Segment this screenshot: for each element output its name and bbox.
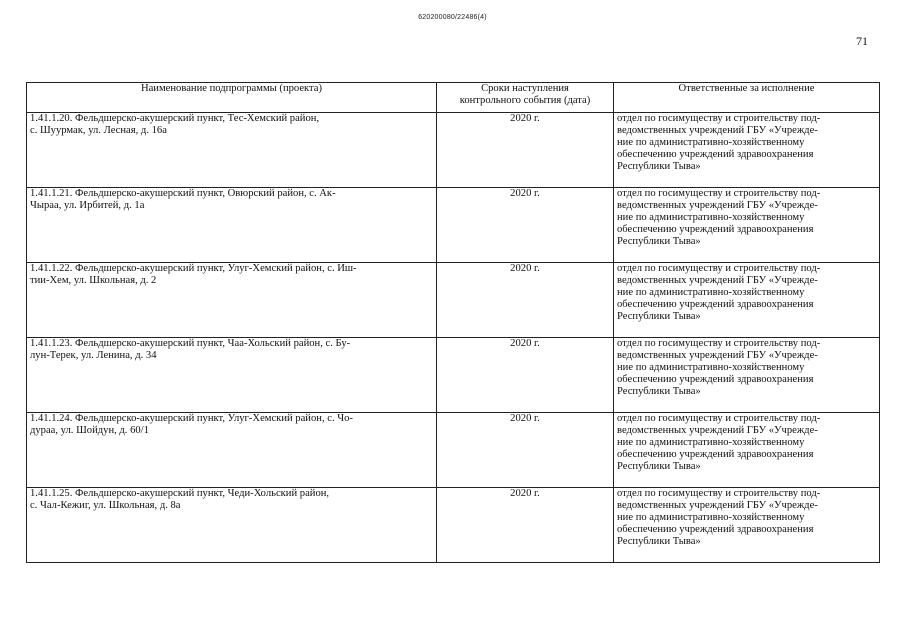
project-name-line: 1.41.1.23. Фельдшерско-акушерский пункт, Чаа-Хольский район, с. Бу- — [30, 338, 351, 349]
responsible-line: ние по административно-хозяйственному — [617, 512, 805, 523]
schedule-table — [26, 82, 880, 563]
table-row — [27, 113, 880, 188]
deadline-cell: 2020 г. — [437, 413, 614, 488]
project-name-line: 1.41.1.25. Фельдшерско-акушерский пункт, Чеди-Хольский район, — [30, 488, 330, 499]
responsible-line: ние по административно-хозяйственному — [617, 362, 805, 373]
responsible-line: ние по административно-хозяйственному — [617, 437, 805, 448]
responsible-line: отдел по госимуществу и строительству под- — [617, 188, 821, 199]
project-name-cell — [27, 338, 437, 413]
project-name-line: Чыраа, ул. Ирбитей, д. 1а — [30, 200, 145, 211]
page-number: 71 — [856, 34, 868, 48]
project-name-line: тии-Хем, ул. Школьная, д. 2 — [30, 275, 157, 286]
responsible-line: ведомственных учреждений ГБУ «Учрежде- — [617, 275, 818, 286]
responsible-line: ведомственных учреждений ГБУ «Учрежде- — [617, 500, 818, 511]
responsible-line: отдел по госимуществу и строительству под- — [617, 338, 821, 349]
responsible-line: обеспечению учреждений здравоохранения — [617, 149, 814, 160]
responsible-cell — [614, 488, 880, 563]
header-deadline — [437, 83, 614, 113]
deadline-cell: 2020 г. — [437, 113, 614, 188]
responsible-line: ведомственных учреждений ГБУ «Учрежде- — [617, 425, 818, 436]
responsible-line: обеспечению учреждений здравоохранения — [617, 524, 814, 535]
header-name — [27, 83, 437, 113]
responsible-line: ведомственных учреждений ГБУ «Учрежде- — [617, 125, 818, 136]
responsible-line: отдел по госимуществу и строительству под- — [617, 263, 821, 274]
project-name-line: 1.41.1.24. Фельдшерско-акушерский пункт, Улуг-Хемский район, с. Чо- — [30, 413, 353, 424]
project-name-line: с. Шуурмак, ул. Лесная, д. 16а — [30, 125, 167, 136]
deadline-cell: 2020 г. — [437, 488, 614, 563]
project-name-line: 1.41.1.21. Фельдшерско-акушерский пункт, Овюрский район, с. Ак- — [30, 188, 336, 199]
header-responsible-text: Ответственные за исполнение — [678, 83, 815, 94]
responsible-line: ведомственных учреждений ГБУ «Учрежде- — [617, 200, 818, 211]
table-row — [27, 338, 880, 413]
deadline-cell: 2020 г. — [437, 188, 614, 263]
table-row — [27, 413, 880, 488]
responsible-line: Республики Тыва» — [617, 311, 701, 322]
responsible-line: Республики Тыва» — [617, 461, 701, 472]
deadline-cell: 2020 г. — [437, 338, 614, 413]
project-name-line: дураа, ул. Шойдун, д. 60/1 — [30, 425, 149, 436]
responsible-cell — [614, 413, 880, 488]
responsible-line: ние по административно-хозяйственному — [617, 287, 805, 298]
header-responsible — [614, 83, 880, 113]
responsible-cell — [614, 338, 880, 413]
project-name-cell — [27, 413, 437, 488]
table-row — [27, 188, 880, 263]
header-deadline-line1: Сроки наступления — [481, 83, 569, 94]
table-body — [27, 113, 880, 563]
responsible-line: Республики Тыва» — [617, 536, 701, 547]
deadline-cell: 2020 г. — [437, 263, 614, 338]
project-name-line: 1.41.1.22. Фельдшерско-акушерский пункт, Улуг-Хемский район, с. Иш- — [30, 263, 357, 274]
responsible-cell — [614, 263, 880, 338]
project-name-cell — [27, 488, 437, 563]
table-header — [27, 83, 880, 113]
responsible-line: обеспечению учреждений здравоохранения — [617, 374, 814, 385]
project-name-line: с. Чал-Кежиг, ул. Школьная, д. 8а — [30, 500, 181, 511]
header-name-text: Наименование подпрограммы (проекта) — [140, 83, 323, 94]
project-name-line: 1.41.1.20. Фельдшерско-акушерский пункт, Тес-Хемский район, — [30, 113, 320, 124]
responsible-line: Республики Тыва» — [617, 161, 701, 172]
responsible-line: ние по административно-хозяйственному — [617, 137, 805, 148]
responsible-line: Республики Тыва» — [617, 236, 701, 247]
responsible-line: ние по административно-хозяйственному — [617, 212, 805, 223]
document-id: 620200080/22486(4) — [418, 14, 487, 21]
responsible-line: обеспечению учреждений здравоохранения — [617, 449, 814, 460]
project-name-cell — [27, 263, 437, 338]
responsible-line: отдел по госимуществу и строительству под- — [617, 113, 821, 124]
responsible-cell — [614, 188, 880, 263]
project-name-cell — [27, 113, 437, 188]
header-row — [27, 83, 880, 113]
responsible-line: обеспечению учреждений здравоохранения — [617, 224, 814, 235]
responsible-line: отдел по госимуществу и строительству под- — [617, 488, 821, 499]
table-row — [27, 488, 880, 563]
table-row — [27, 263, 880, 338]
responsible-line: ведомственных учреждений ГБУ «Учрежде- — [617, 350, 818, 361]
project-name-cell — [27, 188, 437, 263]
responsible-line: отдел по госимуществу и строительству под- — [617, 413, 821, 424]
responsible-cell — [614, 113, 880, 188]
responsible-line: Республики Тыва» — [617, 386, 701, 397]
header-deadline-line2: контрольного события (дата) — [459, 95, 591, 106]
responsible-line: обеспечению учреждений здравоохранения — [617, 299, 814, 310]
project-name-line: лун-Терек, ул. Ленина, д. 34 — [30, 350, 157, 361]
